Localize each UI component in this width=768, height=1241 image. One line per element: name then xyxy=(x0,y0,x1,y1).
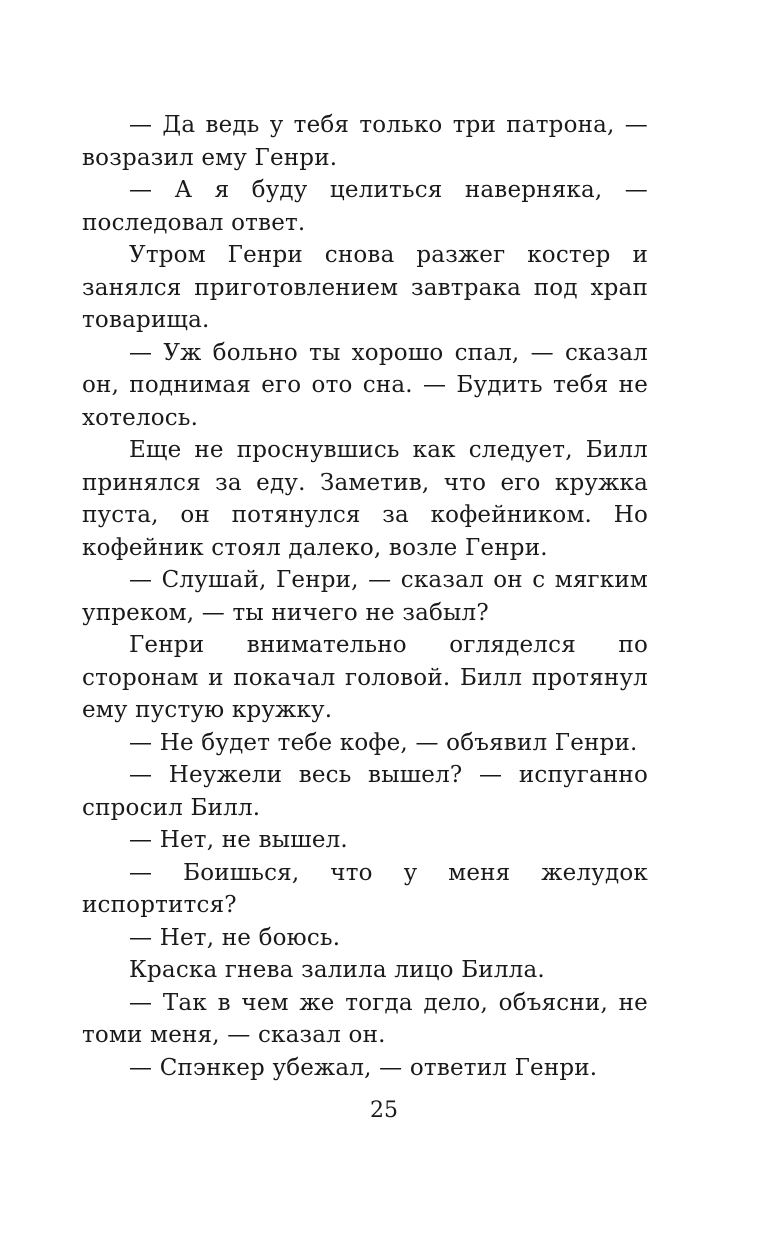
paragraph: Краска гнева залила лицо Билла. xyxy=(129,957,545,983)
paragraph: — Уж больно ты хорошо спал, — сказал он, поднимая его ото сна. — Будить тебя не хотелось. xyxy=(82,339,648,431)
paragraph: Еще не проснувшись как следует, Билл принялся за еду. Заметив, что его кружка пуста, он потянулся за кофейником. Но кофейник стоял далеко, возле Генри. xyxy=(82,437,648,561)
paragraph: — Неужели весь вышел? — испуганно спросил Билл. xyxy=(82,762,648,821)
paragraph: — А я буду целиться наверняка, — последовал ответ. xyxy=(82,177,648,236)
paragraph: — Так в чем же тогда дело, объясни, не томи меня, — сказал он. xyxy=(82,989,648,1048)
paragraph: — Нет, не боюсь. xyxy=(129,924,341,951)
paragraph: Утром Генри снова разжег костер и занялся приготовлением завтрака под храп товарища. xyxy=(82,242,648,333)
paragraph: — Нет, не вышел. xyxy=(129,827,348,853)
paragraph: — Спэнкер убежал, — ответил Генри. xyxy=(129,1054,598,1081)
paragraph: — Не будет тебе кофе, — объявил Генри. xyxy=(129,729,638,756)
page-number: 25 xyxy=(370,1098,398,1123)
paragraph: Генри внимательно огляделся по сторонам и покачал головой. Билл протянул ему пустую кружку. xyxy=(82,632,648,723)
body-text xyxy=(82,109,648,1084)
paragraph: — Да ведь у тебя только три патрона, — возразил ему Генри. xyxy=(82,112,648,171)
paragraph: — Боишься, что у меня желудок испортится? xyxy=(82,859,648,918)
paragraph: — Слушай, Генри, — сказал он с мягким упреком, — ты ничего не забыл? xyxy=(82,567,648,626)
